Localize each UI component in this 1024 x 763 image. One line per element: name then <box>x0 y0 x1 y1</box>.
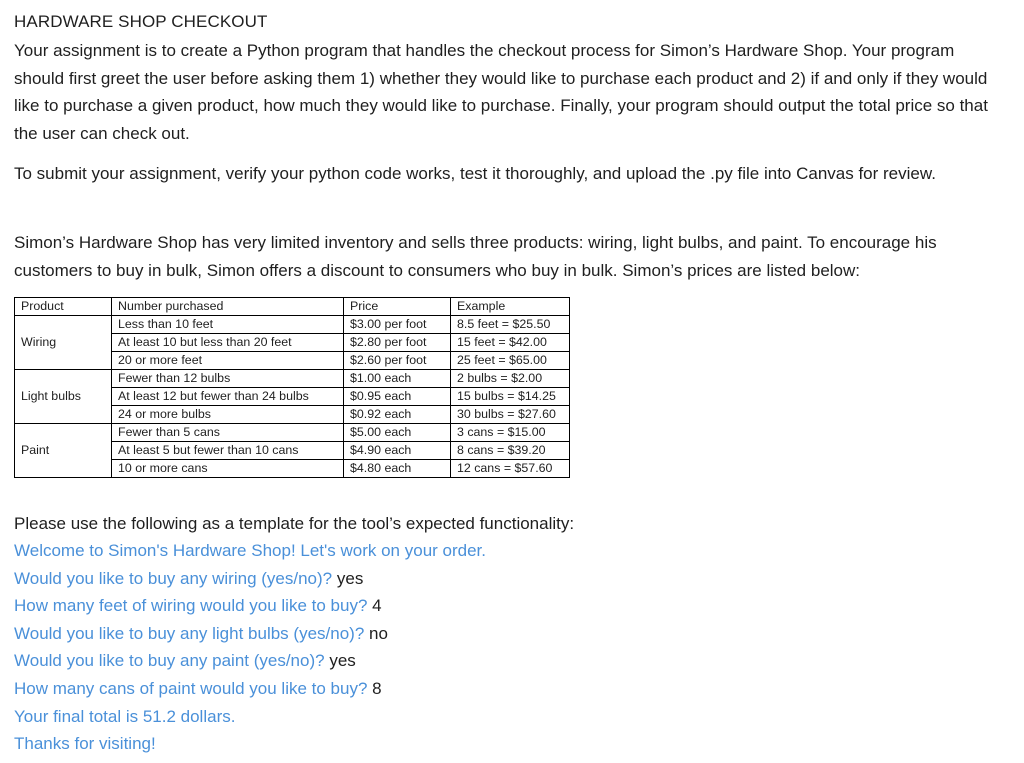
submit-paragraph: To submit your assignment, verify your python code works, test it thoroughly, and upload the .py file into Canvas for review. <box>14 164 936 183</box>
product-cell-wiring: Wiring <box>15 316 112 370</box>
transcript-answer: yes <box>336 568 364 588</box>
transcript-line <box>14 620 486 648</box>
intro-paragraph: Your assignment is to create a Python program that handles the checkout process for Simon’s Hardware Shop. Your program should first greet the user before asking them 1) whether they would like to purchase each product and 2) if and only if they would like to purchase a given product, how much they would like to purchase. Finally, your program should output the total price so that the user can check out. <box>14 41 988 143</box>
example-cell: 12 cans = $57.60 <box>451 460 570 478</box>
transcript-prompt: Would you like to buy any paint (yes/no)? <box>14 651 325 671</box>
example-cell: 8 cans = $39.20 <box>451 442 570 460</box>
transcript-line <box>14 592 486 620</box>
price-cell: $0.92 each <box>344 406 451 424</box>
price-cell: $4.90 each <box>344 442 451 460</box>
transcript-prompt: How many cans of paint would you like to buy? <box>14 678 368 698</box>
product-cell-paint: Paint <box>15 424 112 478</box>
quantity-cell: Less than 10 feet <box>112 316 344 334</box>
example-cell: 3 cans = $15.00 <box>451 424 570 442</box>
example-cell: 2 bulbs = $2.00 <box>451 370 570 388</box>
price-cell: $4.80 each <box>344 460 451 478</box>
transcript-prompt: Your final total is 51.2 dollars. <box>14 706 236 726</box>
quantity-cell: Fewer than 5 cans <box>112 424 344 442</box>
product-cell-light-bulbs: Light bulbs <box>15 370 112 424</box>
price-cell: $2.80 per foot <box>344 334 451 352</box>
transcript-prompt: Would you like to buy any light bulbs (yes/no)? <box>14 623 365 643</box>
transcript-answer: 4 <box>372 596 382 616</box>
example-cell: 30 bulbs = $27.60 <box>451 406 570 424</box>
inventory-paragraph: Simon’s Hardware Shop has very limited inventory and sells three products: wiring, light bulbs, and paint. To encourage his customers to buy in bulk, Simon offers a discount to consumers who buy in bulk. Simon’s prices are listed below: <box>14 233 937 280</box>
transcript-prompt: Would you like to buy any wiring (yes/no)? <box>14 568 333 588</box>
table-row <box>15 424 570 442</box>
quantity-cell: 10 or more cans <box>112 460 344 478</box>
transcript-prompt: Thanks for visiting! <box>14 734 156 754</box>
table-row <box>15 370 570 388</box>
header-product: Product <box>15 298 112 316</box>
transcript-line <box>14 703 486 731</box>
transcript-prompt: How many feet of wiring would you like to buy? <box>14 596 368 616</box>
price-cell: $1.00 each <box>344 370 451 388</box>
sample-transcript <box>14 537 486 758</box>
quantity-cell: Fewer than 12 bulbs <box>112 370 344 388</box>
price-table <box>14 297 570 478</box>
header-example: Example <box>451 298 570 316</box>
header-number-purchased: Number purchased <box>112 298 344 316</box>
transcript-answer: yes <box>329 651 356 671</box>
example-cell: 15 feet = $42.00 <box>451 334 570 352</box>
transcript-answer: no <box>369 623 388 643</box>
template-intro-paragraph: Please use the following as a template for the tool’s expected functionality: <box>14 514 575 533</box>
price-cell: $0.95 each <box>344 388 451 406</box>
quantity-cell: At least 12 but fewer than 24 bulbs <box>112 388 344 406</box>
table-header-row <box>15 298 570 316</box>
header-price: Price <box>344 298 451 316</box>
price-cell: $2.60 per foot <box>344 352 451 370</box>
transcript-line <box>14 675 486 703</box>
example-cell: 15 bulbs = $14.25 <box>451 388 570 406</box>
transcript-prompt: Welcome to Simon's Hardware Shop! Let's work on your order. <box>14 541 486 560</box>
quantity-cell: 20 or more feet <box>112 352 344 370</box>
page-title: HARDWARE SHOP CHECKOUT <box>14 12 268 31</box>
quantity-cell: At least 5 but fewer than 10 cans <box>112 442 344 460</box>
transcript-line <box>14 730 486 758</box>
transcript-line <box>14 647 486 675</box>
transcript-line <box>14 537 486 565</box>
example-cell: 25 feet = $65.00 <box>451 352 570 370</box>
transcript-answer: 8 <box>372 678 382 698</box>
transcript-line <box>14 565 486 593</box>
table-row <box>15 316 570 334</box>
example-cell: 8.5 feet = $25.50 <box>451 316 570 334</box>
price-cell: $3.00 per foot <box>344 316 451 334</box>
price-cell: $5.00 each <box>344 424 451 442</box>
quantity-cell: 24 or more bulbs <box>112 406 344 424</box>
quantity-cell: At least 10 but less than 20 feet <box>112 334 344 352</box>
